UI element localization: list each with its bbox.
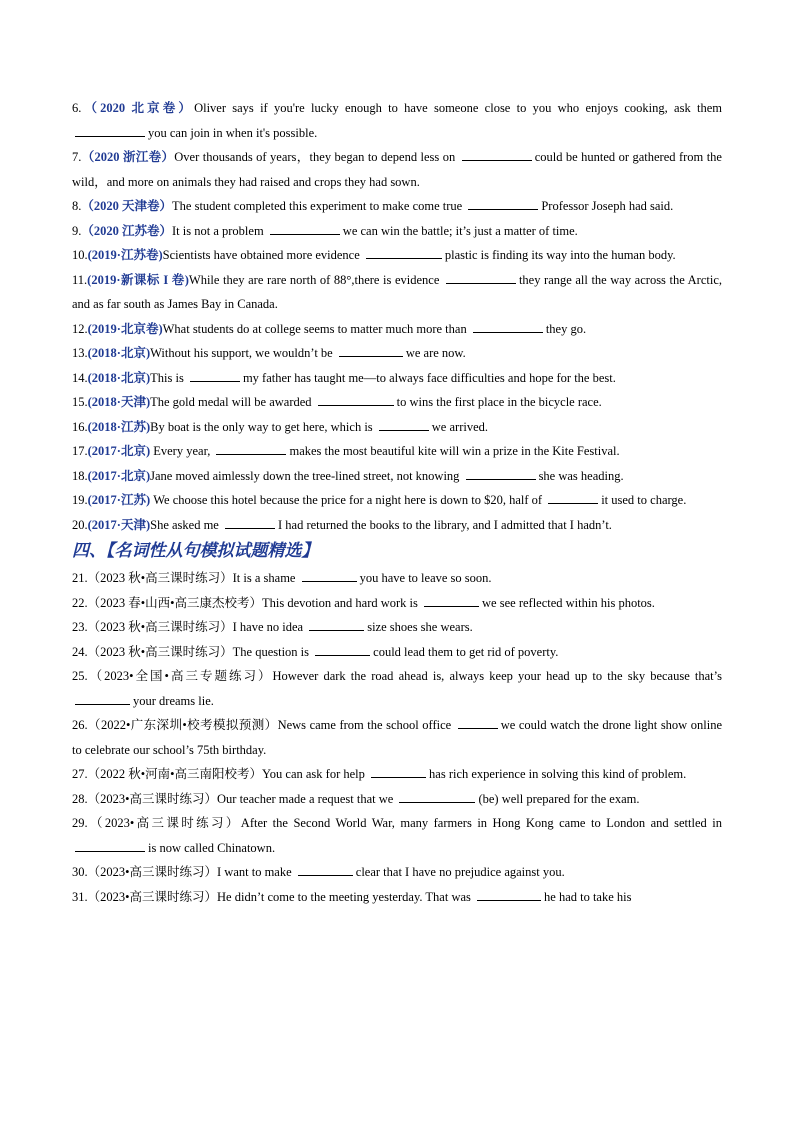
question-text: However dark the road ahead is, always keep your head up to the sky because that’s — [272, 669, 722, 683]
question-source: (2017·北京) — [87, 468, 151, 483]
question-item — [72, 317, 722, 342]
question-text: I had returned the books to the library, and I admitted that I hadn’t. — [277, 517, 612, 532]
question-source: （2023•高三课时练习） — [87, 791, 218, 806]
question-number: 28. — [72, 791, 88, 806]
question-number: 31. — [72, 889, 88, 904]
question-number: 7. — [72, 150, 82, 164]
question-text: makes the most beautiful kite will win a prize in the Kite Festival. — [289, 444, 620, 458]
answer-blank[interactable] — [318, 392, 394, 406]
question-text: What students do at college seems to matter much more than — [162, 321, 470, 336]
question-item — [72, 762, 722, 787]
question-item — [72, 366, 722, 391]
answer-blank[interactable] — [298, 862, 353, 876]
answer-blank[interactable] — [462, 147, 532, 161]
answer-blank[interactable] — [270, 221, 340, 235]
question-number: 15. — [72, 395, 88, 409]
question-text: they range all the way across the Arctic, and as far south as James Bay in Canada. — [72, 272, 722, 311]
mock-questions — [72, 566, 722, 909]
question-source: （2023 秋•高三课时练习） — [87, 620, 233, 634]
question-text: you can join in when it's possible. — [148, 125, 318, 140]
question-item — [72, 390, 722, 415]
question-number: 16. — [72, 419, 88, 434]
question-source: （2023•全国•高三专题练习） — [87, 669, 273, 683]
question-source: (2018·江苏) — [87, 419, 151, 434]
question-number: 20. — [72, 517, 88, 532]
question-source: (2018·天津) — [87, 395, 151, 409]
question-text: could be hunted or gathered from the wild，and more on animals they had raised and crops they had sown. — [72, 150, 722, 189]
answer-blank[interactable] — [446, 270, 516, 284]
question-text: I have no idea — [232, 620, 307, 634]
question-item — [72, 664, 722, 713]
question-item — [72, 464, 722, 489]
question-text: has rich experience in solving this kind of problem. — [429, 767, 687, 781]
question-number: 19. — [72, 493, 88, 507]
question-text: plastic is finding its way into the human body. — [444, 248, 676, 262]
question-item — [72, 268, 722, 317]
question-item — [72, 415, 722, 440]
question-item — [72, 615, 722, 640]
question-text: I want to make — [217, 865, 295, 879]
question-text: This is — [150, 370, 187, 385]
question-source: （2020 北京卷） — [81, 101, 195, 115]
question-text: News came from the school office — [277, 718, 455, 732]
question-text: you have to leave so soon. — [359, 571, 492, 585]
question-number: 17. — [72, 444, 88, 458]
question-item — [72, 243, 722, 268]
answer-blank[interactable] — [75, 691, 130, 705]
question-text: my father has taught me—to always face difficulties and hope for the best. — [242, 370, 616, 385]
question-text: Scientists have obtained more evidence — [162, 248, 363, 262]
question-text: It is not a problem — [172, 223, 267, 238]
question-text: could lead them to get rid of poverty. — [373, 644, 559, 659]
answer-blank[interactable] — [75, 838, 145, 852]
question-number: 21. — [72, 571, 88, 585]
question-source: （2023 春•山西•高三康杰校考） — [87, 595, 263, 610]
question-text: is now called Chinatown. — [148, 840, 276, 855]
question-number: 13. — [72, 346, 88, 360]
question-item — [72, 713, 722, 762]
question-source: (2019·北京卷) — [87, 321, 163, 336]
question-number: 25. — [72, 669, 88, 683]
question-number: 27. — [72, 767, 88, 781]
answer-blank[interactable] — [216, 441, 286, 455]
question-item — [72, 145, 722, 194]
question-item — [72, 566, 722, 591]
question-item — [72, 591, 722, 616]
question-source: （2023 秋•高三课时练习） — [87, 644, 233, 659]
answer-blank[interactable] — [477, 887, 541, 901]
question-list — [72, 96, 722, 909]
section-title: 四、【名词性从句模拟试题精选】 — [72, 541, 319, 561]
question-text: she was heading. — [538, 468, 624, 483]
question-text: we arrived. — [431, 419, 489, 434]
question-text: Jane moved aimlessly down the tree-lined street, not knowing — [150, 468, 463, 483]
question-number: 22. — [72, 595, 88, 610]
question-source: (2018·北京) — [87, 370, 151, 385]
answer-blank[interactable] — [399, 789, 475, 803]
answer-blank[interactable] — [473, 319, 543, 333]
exam-questions — [72, 96, 722, 537]
question-source: （2020 浙江卷） — [81, 150, 175, 164]
answer-blank[interactable] — [309, 617, 364, 631]
answer-blank[interactable] — [371, 764, 426, 778]
question-source: (2018·北京) — [87, 346, 151, 360]
question-source: （2022 秋•河南•高三南阳校考） — [87, 767, 263, 781]
question-text: Our teacher made a request that we — [217, 791, 397, 806]
answer-blank[interactable] — [225, 515, 275, 529]
question-text: we are now. — [405, 346, 466, 360]
question-item — [72, 96, 722, 145]
question-number: 9. — [72, 223, 82, 238]
question-text: Over thousands of years，they began to depend less on — [174, 150, 459, 164]
question-text: He didn’t come to the meeting yesterday. That was — [217, 889, 475, 904]
question-source: （2023 秋•高三课时练习） — [87, 571, 233, 585]
question-item — [72, 860, 722, 885]
question-text: to wins the first place in the bicycle race. — [396, 395, 602, 409]
question-text: The question is — [232, 644, 313, 659]
question-text: Without his support, we wouldn’t be — [150, 346, 336, 360]
answer-blank[interactable] — [466, 466, 536, 480]
question-text: we see reflected within his photos. — [482, 595, 655, 610]
question-text: Oliver says if you're lucky enough to have someone close to you who enjoys cooking, ask them — [194, 101, 722, 115]
question-text: your dreams lie. — [133, 693, 214, 708]
question-text: By boat is the only way to get here, which is — [150, 419, 376, 434]
question-text: You can ask for help — [262, 767, 369, 781]
question-text: size shoes she wears. — [367, 620, 473, 634]
question-text: After the Second World War, many farmers in Hong Kong came to London and settled in — [240, 816, 722, 830]
question-number: 24. — [72, 644, 88, 659]
question-number: 11. — [72, 272, 88, 287]
answer-blank[interactable] — [339, 343, 403, 357]
question-number: 14. — [72, 370, 88, 385]
question-text: This devotion and hard work is — [262, 595, 422, 610]
question-source: (2019·江苏卷) — [87, 248, 163, 262]
question-item — [72, 439, 722, 464]
question-source: （2023•高三课时练习） — [87, 889, 218, 904]
question-item — [72, 640, 722, 665]
question-number: 12. — [72, 321, 88, 336]
question-text: Professor Joseph had said. — [541, 199, 674, 213]
answer-blank[interactable] — [75, 123, 145, 137]
answer-blank[interactable] — [458, 715, 498, 729]
question-source: （2020 江苏卷） — [81, 223, 173, 238]
question-source: （2023•高三课时练习） — [87, 865, 218, 879]
question-source: （2022•广东深圳•校考模拟预测） — [87, 718, 278, 732]
answer-blank[interactable] — [379, 417, 429, 431]
question-source: (2017·江苏) — [87, 493, 151, 507]
answer-blank[interactable] — [366, 245, 442, 259]
question-number: 8. — [72, 199, 82, 213]
question-item — [72, 194, 722, 219]
question-source: （2020 天津卷） — [81, 199, 173, 213]
question-item — [72, 341, 722, 366]
question-item — [72, 513, 722, 538]
question-text: We choose this hotel because the price for a night here is down to $20, half of — [150, 493, 546, 507]
question-text: he had to take his — [544, 889, 632, 904]
question-text: we could watch the drone light show online to celebrate our school’s 75th birthday. — [72, 718, 722, 757]
question-number: 10. — [72, 248, 88, 262]
answer-blank[interactable] — [302, 568, 357, 582]
question-number: 26. — [72, 718, 88, 732]
question-text: The gold medal will be awarded — [150, 395, 315, 409]
question-number: 23. — [72, 620, 88, 634]
question-item — [72, 787, 722, 812]
question-item — [72, 811, 722, 860]
question-text: While they are rare north of 88°,there is evidence — [188, 272, 443, 287]
question-item — [72, 488, 722, 513]
question-text: (be) well prepared for the exam. — [478, 791, 640, 806]
question-source: (2017·天津) — [87, 517, 151, 532]
question-text: It is a shame — [232, 571, 299, 585]
question-text: She asked me — [150, 517, 222, 532]
answer-blank[interactable] — [468, 196, 538, 210]
question-text: Every year, — [150, 444, 214, 458]
answer-blank[interactable] — [548, 490, 598, 504]
question-text: The student completed this experiment to make come true — [172, 199, 466, 213]
answer-blank[interactable] — [315, 642, 370, 656]
answer-blank[interactable] — [424, 593, 479, 607]
question-text: we can win the battle; it’s just a matter of time. — [342, 223, 578, 238]
question-item — [72, 885, 722, 910]
question-item — [72, 219, 722, 244]
question-source: （2023•高三课时练习） — [87, 816, 241, 830]
question-source: (2017·北京) — [87, 444, 151, 458]
question-source: (2019·新课标 I 卷) — [87, 272, 189, 287]
question-text: they go. — [545, 321, 587, 336]
question-text: it used to charge. — [601, 493, 687, 507]
question-text: clear that I have no prejudice against you. — [355, 865, 565, 879]
answer-blank[interactable] — [190, 368, 240, 382]
question-number: 30. — [72, 865, 88, 879]
question-number: 29. — [72, 816, 88, 830]
question-number: 6. — [72, 101, 82, 115]
question-number: 18. — [72, 468, 88, 483]
